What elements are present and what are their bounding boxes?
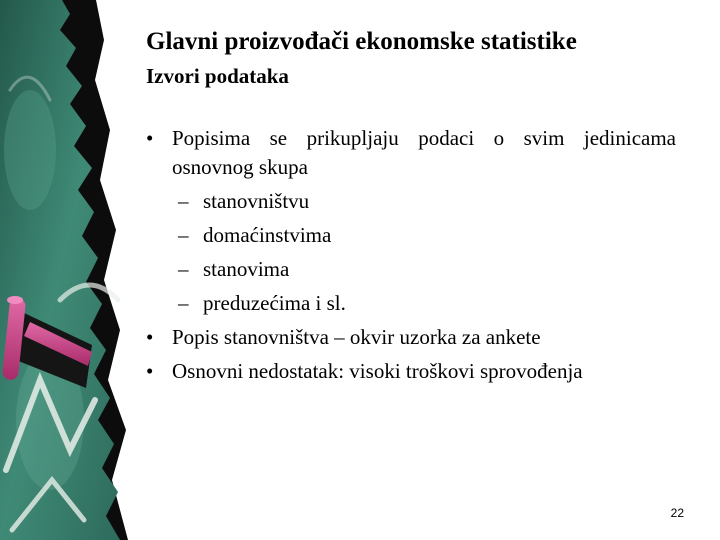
sub-bullet-item [146,255,686,284]
sub-bullet-item [146,187,686,216]
bullet-list [146,124,686,391]
sub-bullet-item [146,289,686,318]
dash-marker: – [178,257,189,281]
bullet-text: Popisima se prikupljaju podaci o svim jedinicama [172,126,676,150]
dash-marker: – [178,291,189,315]
page-number: 22 [670,506,684,520]
bullet-text: osnovnog skupa [172,155,308,179]
bullet-item [146,357,686,386]
bullet-text: Osnovni nedostatak: visoki troškovi sprovođenja [172,359,583,383]
sub-bullet-text: domaćinstvima [203,223,332,247]
bullet-marker: • [146,359,154,383]
slide-title: Glavni proizvođači ekonomske statistike [146,28,577,55]
slide-content [146,0,686,540]
bullet-item [146,323,686,352]
bullet-text: Popis stanovništva – okvir uzorka za ankete [172,325,541,349]
dash-marker: – [178,189,189,213]
sub-bullet-text: stanovništvu [203,189,310,213]
bullet-marker: • [146,325,154,349]
sub-bullet-item [146,221,686,250]
bullet-marker: • [146,126,154,150]
sub-bullet-text: preduzećima i sl. [203,291,346,315]
bullet-item [146,124,686,182]
sub-bullet-text: stanovima [203,257,290,281]
slide-subtitle: Izvori podataka [146,64,289,88]
dash-marker: – [178,223,189,247]
chalkboard-decoration [0,0,140,540]
